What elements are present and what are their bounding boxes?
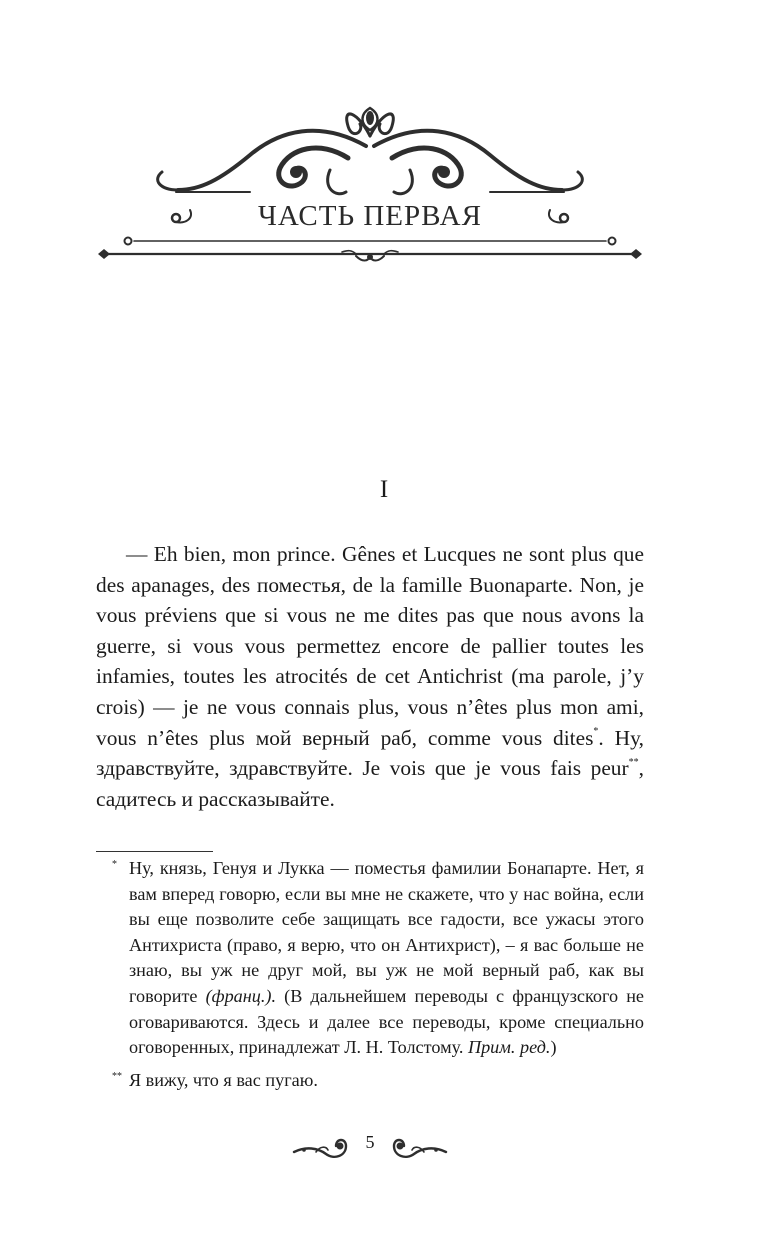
page-folio [290,1126,450,1166]
footnote-2 [112,1068,644,1094]
footnote-1 [112,856,644,1061]
footnote-text: ) [550,1037,557,1058]
text-run: — Eh bien, mon prince. Gênes et Lucques ne sont plus que des apanages, des поместья, de la famille Buonaparte. Non, je vous préviens que si vous ne me dites pas que nous avons la guerre, si vous vous permettez encore de pallier toutes les infamies, toutes les atrocités de cet Antichrist (ma parole, j’y crois) — je ne vous connais plus, vous n’êtes plus mon ami, vous n’êtes plus мой верный раб, comme vous dites [96,542,644,750]
paragraph [96,539,644,814]
part-title: ЧАСТЬ ПЕРВАЯ [258,200,482,232]
part-header [90,100,650,275]
page-number: 5 [365,1132,375,1152]
footnote-ref: * [593,726,599,738]
scroll-ornament-icon [90,100,650,275]
footnote-text: (В дальнейшем переводы с французского не оговариваются. Здесь и далее все переводы, кроме специально оговоренных, принадлежат Л. Н. Толстому. [129,985,644,1058]
footnote-italic: (франц.). [205,985,277,1006]
footnotes [112,856,644,1093]
footnote-ref: ** [628,757,639,769]
footnote-text: Я вижу, что я вас пугаю. [129,1069,318,1090]
text-run: , садитесь и рассказывайте. [96,756,644,811]
footnote-mark: ** [112,1070,122,1082]
footnote-text: Ну, князь, Генуя и Лукка — поместья фамилии Бонапарте. Нет, я вам вперед говорю, если вы мне не скажете, что у нас война, если вы еще позволите себе защищать все гадости, все ужасы этого Антихриста (право, я верю, что он Антихрист), – я вас больше не знаю, вы уж не друг мой, вы уж не мой верный раб, как вы говорите [129,858,644,1006]
chapter-number: I [379,476,389,503]
main-text [96,539,644,814]
footnote-italic: Прим. ред. [467,1037,551,1058]
text-run: . Ну, здравствуйте, здравствуйте. Je vois que je vous fais peur [96,725,644,781]
footnote-mark: * [112,859,117,870]
